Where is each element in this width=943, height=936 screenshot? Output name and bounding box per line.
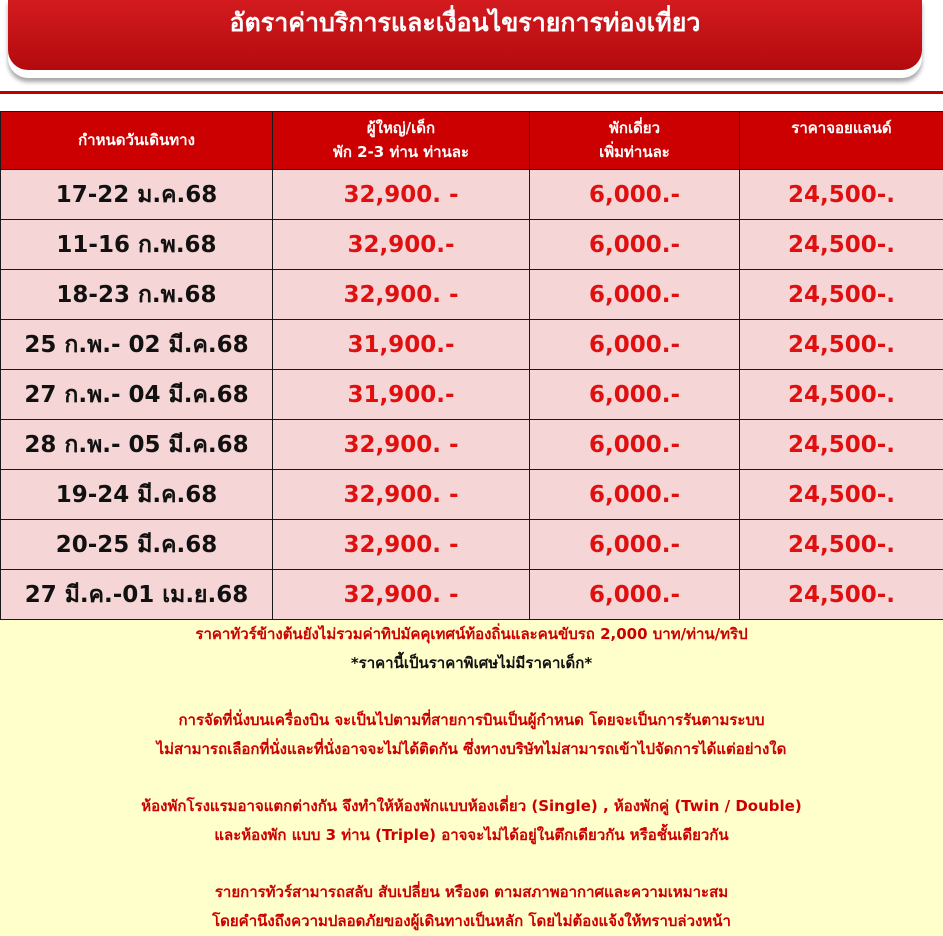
- single-supplement: 6,000.-: [530, 270, 740, 320]
- joinland-price: 24,500-.: [740, 320, 943, 370]
- header-line: กำหนดวันเดินทาง: [78, 131, 195, 149]
- single-supplement: 6,000.-: [530, 320, 740, 370]
- spacer: [0, 764, 943, 792]
- single-supplement: 6,000.-: [530, 170, 740, 220]
- travel-date: 20-25 มี.ค.68: [1, 520, 273, 570]
- divider: [0, 91, 943, 94]
- adult-price: 32,900. -: [273, 420, 530, 470]
- note-change-line2: โดยคำนึงถึงความปลอดภัยของผู้เดินทางเป็นหลัก โดยไม่ต้องแจ้งให้ทราบล่วงหน้า: [212, 912, 731, 930]
- travel-date: 11-16 ก.พ.68: [1, 220, 273, 270]
- table-header-row: [1, 112, 943, 170]
- header-line: พัก 2-3 ท่าน ท่านละ: [332, 143, 470, 161]
- joinland-price: 24,500-.: [740, 170, 943, 220]
- joinland-price: 24,500-.: [740, 470, 943, 520]
- adult-price: 32,900. -: [273, 170, 530, 220]
- travel-date: 18-23 ก.พ.68: [1, 270, 273, 320]
- adult-price: 32,900. -: [273, 470, 530, 520]
- spacer: [0, 678, 943, 706]
- header-single-supplement: [530, 112, 740, 170]
- table-row: [1, 170, 943, 220]
- joinland-price: 24,500-.: [740, 520, 943, 570]
- header-line: เพิ่มท่านละ: [599, 143, 670, 161]
- joinland-price: 24,500-.: [740, 220, 943, 270]
- table-row: [1, 520, 943, 570]
- travel-date: 17-22 ม.ค.68: [1, 170, 273, 220]
- adult-price: 32,900. -: [273, 520, 530, 570]
- single-supplement: 6,000.-: [530, 220, 740, 270]
- adult-price: 32,900. -: [273, 570, 530, 620]
- travel-date: 28 ก.พ.- 05 มี.ค.68: [1, 420, 273, 470]
- note-room-line1: ห้องพักโรงแรมอาจแตกต่างกัน จึงทำให้ห้องพักแบบห้องเดี่ยว (Single) , ห้องพักคู่ (Twin / Double): [141, 797, 802, 815]
- spacer: [0, 850, 943, 878]
- conditions-notes: [0, 620, 943, 936]
- note-special-price: *ราคานี้เป็นราคาพิเศษไม่มีราคาเด็ก*: [350, 654, 593, 672]
- joinland-price: 24,500-.: [740, 420, 943, 470]
- note-change-line1: รายการทัวร์สามารถสลับ สับเปลี่ยน หรืองด ตามสภาพอากาศและความเหมาะสม: [214, 883, 729, 901]
- table-row: [1, 470, 943, 520]
- header-joinland-price: [740, 112, 943, 170]
- adult-price: 32,900.-: [273, 220, 530, 270]
- table-row: [1, 570, 943, 620]
- header-adult-child-price: [273, 112, 530, 170]
- travel-date: 27 มี.ค.-01 เม.ย.68: [1, 570, 273, 620]
- header-line: ผู้ใหญ่/เด็ก: [366, 119, 436, 137]
- table-row: [1, 270, 943, 320]
- table-row: [1, 220, 943, 270]
- table-row: [1, 370, 943, 420]
- note-seat-line2: ไม่สามารถเลือกที่นั่งและที่นั่งอาจจะไม่ได้ติดกัน ซึ่งทางบริษัทไม่สามารถเข้าไปจัดการได้แต่อย่างใด: [156, 740, 787, 758]
- title-banner: [8, 0, 922, 78]
- single-supplement: 6,000.-: [530, 520, 740, 570]
- adult-price: 32,900. -: [273, 270, 530, 320]
- single-supplement: 6,000.-: [530, 570, 740, 620]
- travel-date: 25 ก.พ.- 02 มี.ค.68: [1, 320, 273, 370]
- header-travel-date: [1, 112, 273, 170]
- single-supplement: 6,000.-: [530, 370, 740, 420]
- adult-price: 31,900.-: [273, 370, 530, 420]
- single-supplement: 6,000.-: [530, 470, 740, 520]
- adult-price: 31,900.-: [273, 320, 530, 370]
- table-row: [1, 420, 943, 470]
- table-row: [1, 320, 943, 370]
- single-supplement: 6,000.-: [530, 420, 740, 470]
- header-line: พักเดี่ยว: [608, 119, 661, 137]
- joinland-price: 24,500-.: [740, 570, 943, 620]
- travel-date: 27 ก.พ.- 04 มี.ค.68: [1, 370, 273, 420]
- note-seat-line1: การจัดที่นั่งบนเครื่องบิน จะเป็นไปตามที่สายการบินเป็นผู้กำหนด โดยจะเป็นการรันตามระบบ: [178, 711, 765, 729]
- travel-date: 19-24 มี.ค.68: [1, 470, 273, 520]
- note-room-line2: และห้องพัก แบบ 3 ท่าน (Triple) อาจจะไม่ได้อยู่ในตึกเดียวกัน หรือชั้นเดียวกัน: [214, 826, 729, 844]
- joinland-price: 24,500-.: [740, 370, 943, 420]
- price-table: [0, 111, 943, 620]
- page-title: อัตราค่าบริการและเงื่อนไขรายการท่องเที่ยว: [8, 0, 922, 70]
- header-line: ราคาจอยแลนด์: [791, 119, 892, 137]
- joinland-price: 24,500-.: [740, 270, 943, 320]
- note-tip: ราคาทัวร์ข้างต้นยังไม่รวมค่าทิปมัคคุเทศน์ท้องถิ่นและคนขับรถ 2,000 บาท/ท่าน/ทริป: [195, 625, 748, 643]
